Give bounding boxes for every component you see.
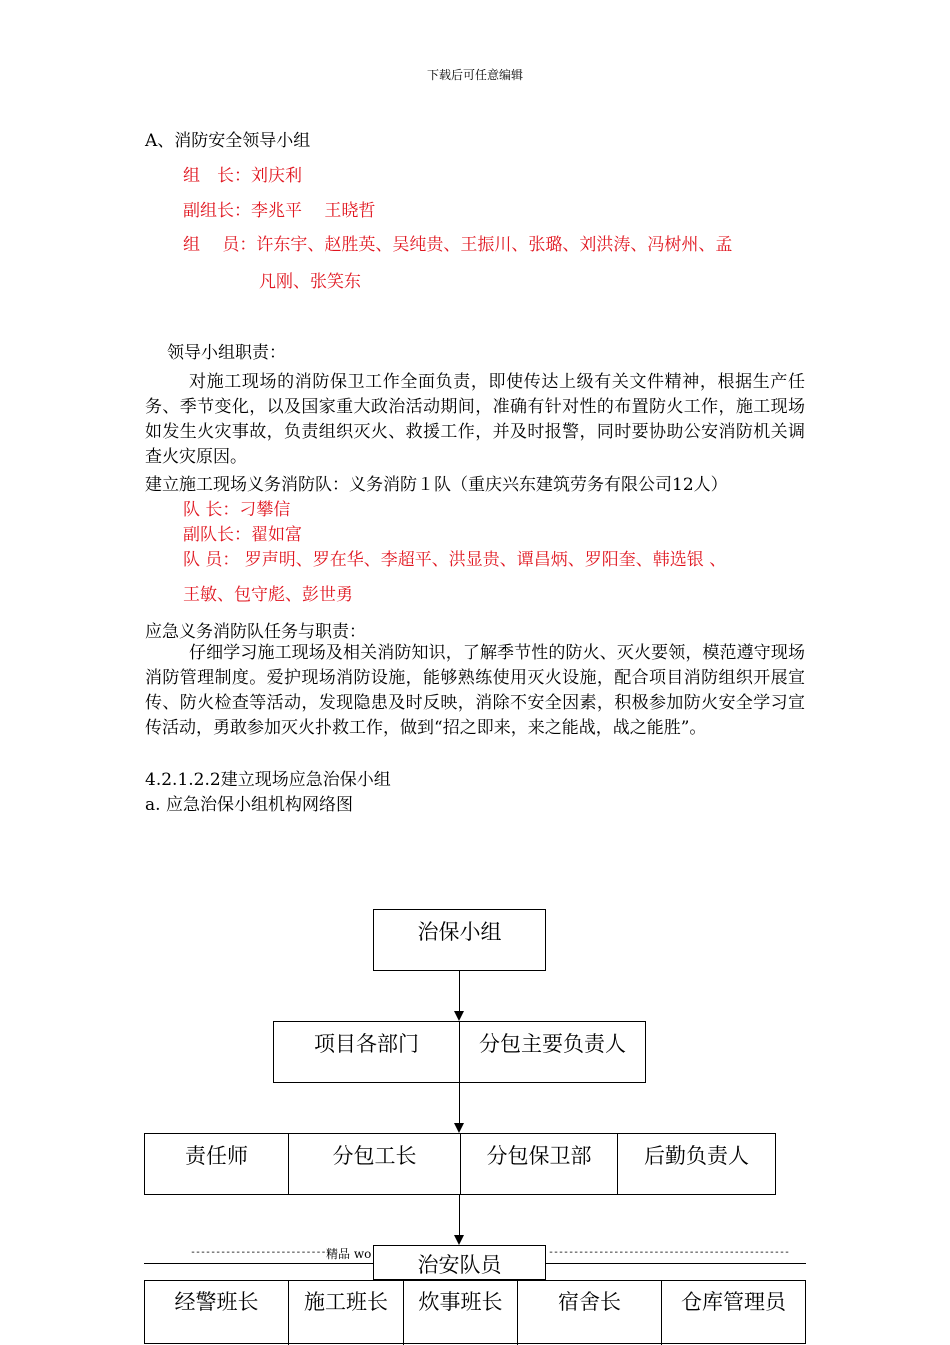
captain-line: 队 长：刁攀信 <box>183 500 291 520</box>
org-level3-cell: 分包保卫部 <box>486 1144 592 1168</box>
section-a-title: A、消防安全领导小组 <box>145 131 311 151</box>
org-level3-row <box>144 1133 776 1195</box>
arrow-3 <box>454 1235 464 1245</box>
brigade-title: 建立施工现场义务消防队：义务消防１队（重庆兴东建筑劳务有限公司12人） <box>145 475 728 495</box>
org-level5-cell: 炊事班长 <box>418 1290 503 1314</box>
org-level5-cell: 仓库管理员 <box>681 1290 786 1314</box>
arrow-2 <box>454 1123 464 1133</box>
footer-dashes-left: ----------------------------- <box>190 1247 336 1258</box>
section-4-2-1-2-2: 4.2.1.2.2建立现场应急治保小组 <box>145 770 391 790</box>
footer-dashes-right: ------------------------------------------------ <box>548 1247 789 1258</box>
arrow-1 <box>454 1011 464 1021</box>
members-line-2: 凡刚、张笑东 <box>259 272 361 292</box>
org-level5-row <box>144 1280 806 1344</box>
connector-1 <box>459 971 460 1012</box>
tasks-text: 仔细学习施工现场及相关消防知识，了解季节性的防火、灭火要领，模范遵守现场消防管理制度。爱护现场消防设施，能够熟练使用灭火设施，配合项目消防组织开展宣传、防火检查等活动，发现隐患及时反映，消除不安全因素，积极参加防火安全学习宣传活动，勇敢参加灭火扑救工作，做到“招之即来，来之能战，战之能胜”。 <box>145 643 805 738</box>
brigade-members-line-1: 队 员： 罗声明、罗在华、李超平、洪显贵、谭昌炳、罗阳奎、韩选银 、 <box>183 550 727 570</box>
org-level2-cell: 项目各部门 <box>314 1032 419 1056</box>
tasks-heading: 应急义务消防队任务与职责： <box>145 622 366 642</box>
org-top-label: 治保小组 <box>417 920 502 944</box>
org-level4-label: 治安队员 <box>417 1253 502 1277</box>
brigade-members-line-2: 王敏、包守彪、彭世勇 <box>183 585 353 605</box>
org-level2-cell: 分包主要负责人 <box>479 1032 626 1056</box>
members-line-1: 组 员：许东宇、赵胜英、吴纯贵、王振川、张璐、刘洪涛、冯树州、孟 <box>183 235 733 255</box>
footer-label: 精品 wo <box>326 1247 372 1261</box>
connector-2 <box>459 1083 460 1124</box>
vice-leader-line: 副组长：李兆平 王晓哲 <box>183 201 376 221</box>
chart-caption: a. 应急治保小组机构网络图 <box>145 795 353 815</box>
org-level3-cell: 分包工长 <box>332 1144 417 1168</box>
vice-captain-line: 副队长：翟如富 <box>183 525 302 545</box>
org-level5-cell: 施工班长 <box>304 1290 388 1314</box>
org-level3-cell: 责任师 <box>185 1144 248 1168</box>
org-level4-box <box>373 1245 546 1280</box>
org-level5-cell: 宿舍长 <box>558 1290 621 1314</box>
org-level3-cell: 后勤负责人 <box>644 1144 749 1168</box>
duties-text: 对施工现场的消防保卫工作全面负责，即使传达上级有关文件精神，根据生产任务、季节变化，以及国家重大政治活动期间，准确有针对性的布置防火工作，施工现场如发生火灾事故，负责组织灭火、救援工作，并及时报警，同时要协助公安消防机关调查火灾原因。 <box>145 372 805 467</box>
leader-line: 组 长：刘庆利 <box>183 166 302 186</box>
duties-heading: 领导小组职责： <box>167 343 286 363</box>
org-level5-cell: 经警班长 <box>174 1290 259 1314</box>
org-top-box <box>373 909 546 971</box>
connector-3 <box>459 1195 460 1236</box>
org-level2-row <box>273 1021 646 1083</box>
page-header: 下载后可任意编辑 <box>426 68 523 82</box>
